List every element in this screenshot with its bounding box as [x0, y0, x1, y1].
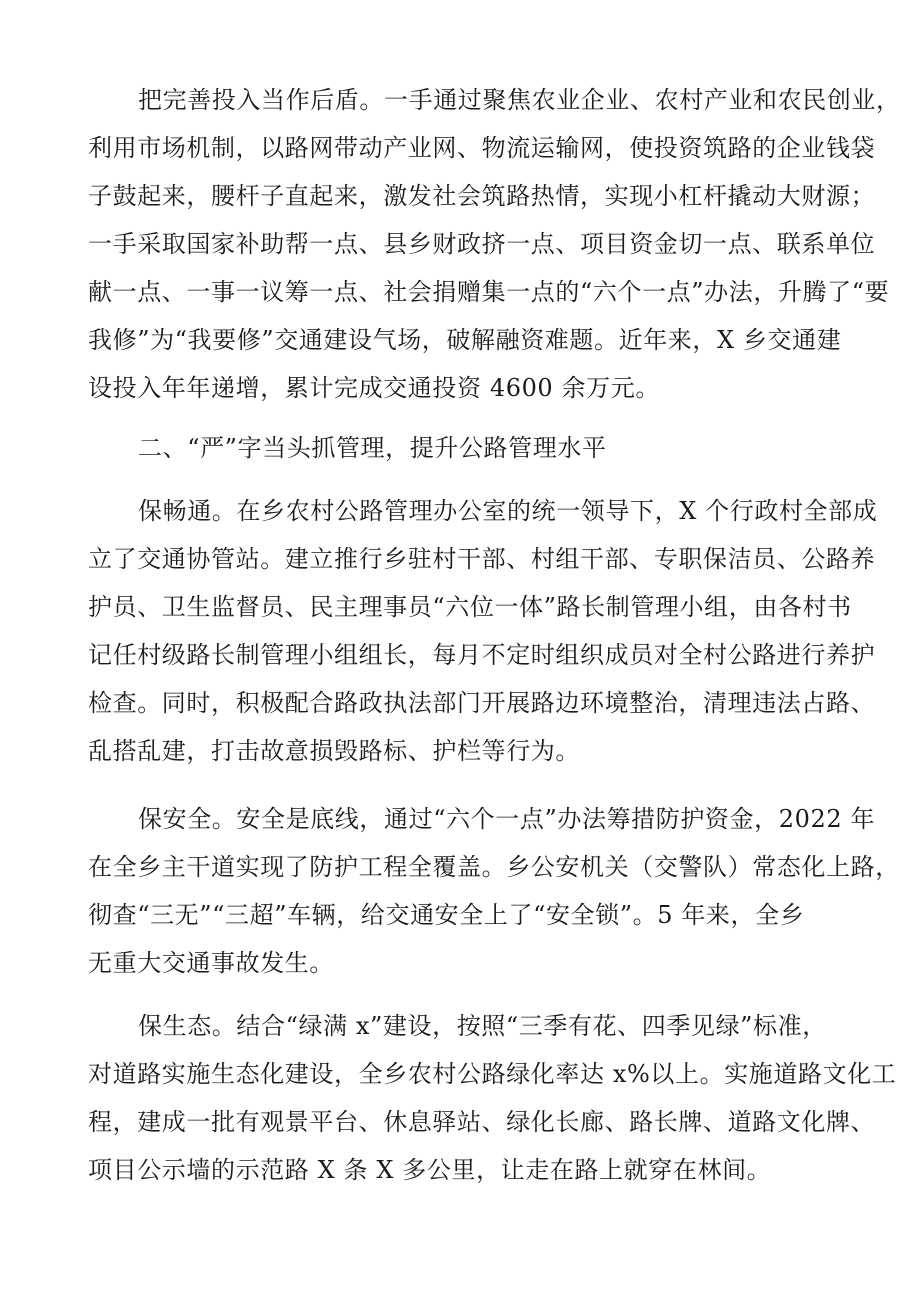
- text-line: 护员、卫生监督员、民主理事员“六位一体”路长制管理小组，由各村书: [88, 593, 852, 621]
- text-line: 设投入年年递增，累计完成交通投资 4600 余万元。: [88, 374, 660, 402]
- text-line: 献一点、一事一议筹一点、社会捐赠集一点的“六个一点”办法，升腾了“要: [88, 278, 890, 306]
- text-line: 项目公示墙的示范路 X 条 X 多公里，让走在路上就穿在林间。: [88, 1156, 772, 1184]
- text-line: 利用市场机制，以路网带动产业网、物流运输网，使投资筑路的企业钱袋: [88, 134, 876, 162]
- text-line: 一手采取国家补助帮一点、县乡财政挤一点、项目资金切一点、联系单位: [88, 230, 876, 258]
- text-line: 立了交通协管站。建立推行乡驻村干部、村组干部、专职保洁员、公路养: [88, 545, 876, 573]
- text-line: 把完善投入当作后盾。一手通过聚焦农业企业、农村产业和农民创业，: [138, 86, 901, 114]
- text-line: 我修”为“我要修”交通建设气场，破解融资难题。近年来，X 乡交通建: [88, 326, 842, 354]
- text-line: 记任村级路长制管理小组组长，每月不定时组织成员对全村公路进行养护: [88, 641, 876, 669]
- text-line: 对道路实施生态化建设，全乡农村公路绿化率达 x%以上。实施道路文化工: [88, 1060, 897, 1088]
- text-line: 乱搭乱建，打击故意损毁路标、护栏等行为。: [88, 737, 580, 765]
- section-heading: 二、“严”字当头抓管理，提升公路管理水平: [138, 434, 607, 462]
- text-line: 保生态。结合“绿满 x”建设，按照“三季有花、四季见绿”标准，: [138, 1012, 827, 1040]
- text-line: 检查。同时，积极配合路政执法部门开展路边环境整治，清理违法占路、: [88, 689, 876, 717]
- text-line: 程，建成一批有观景平台、休息驿站、绿化长廊、路长牌、道路文化牌、: [88, 1108, 876, 1136]
- text-line: 子鼓起来，腰杆子直起来，激发社会筑路热情，实现小杠杆撬动大财源；: [88, 182, 876, 210]
- text-line: 保畅通。在乡农村公路管理办公室的统一领导下，X 个行政村全部成: [138, 497, 878, 525]
- text-line: 无重大交通事故发生。: [88, 949, 334, 977]
- text-line: 彻查“三无”“三超”车辆，给交通安全上了“安全锁”。5 年来，全乡: [88, 901, 805, 929]
- text-line: 保安全。安全是底线，通过“六个一点”办法筹措防护资金，2022 年: [138, 805, 876, 833]
- text-line: 在全乡主干道实现了防护工程全覆盖。乡公安机关（交警队）常态化上路，: [88, 853, 900, 881]
